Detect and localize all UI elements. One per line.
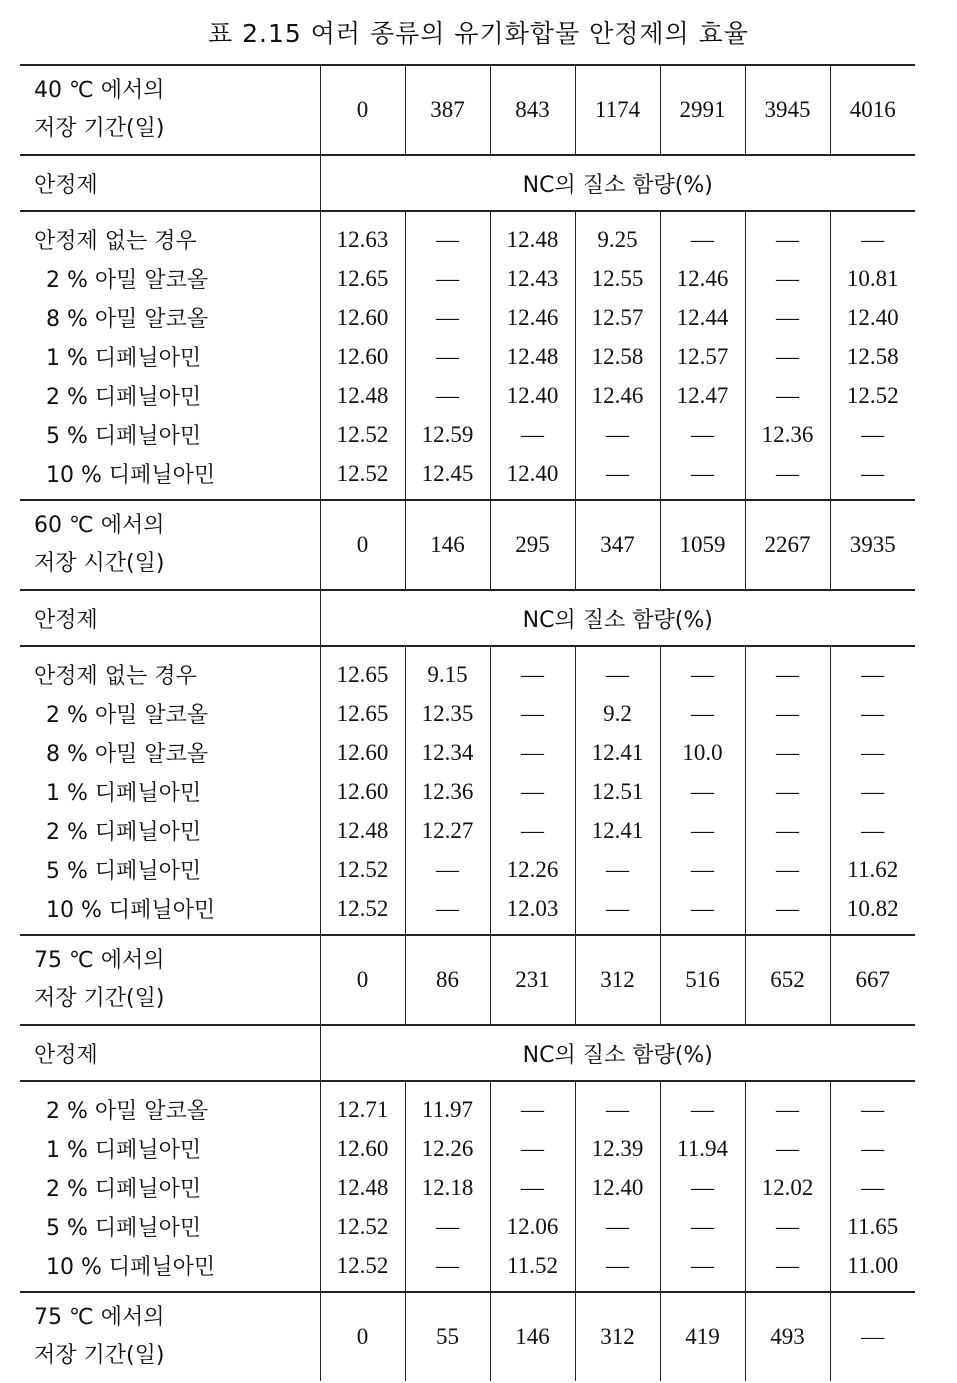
nitrogen-value-cell: —	[830, 1081, 915, 1129]
table-row	[20, 298, 915, 337]
nitrogen-value-cell: 9.25	[575, 211, 660, 259]
storage-period-label	[20, 935, 320, 1025]
period-value-cell: 3945	[745, 65, 830, 155]
nitrogen-value-cell: —	[405, 259, 490, 298]
period-value-cell: 0	[320, 935, 405, 1025]
period-value-cell: 387	[405, 65, 490, 155]
nitrogen-value-cell: 12.36	[745, 415, 830, 454]
nitrogen-value-cell: 12.63	[320, 211, 405, 259]
table-row	[20, 646, 915, 694]
nitrogen-value-cell: —	[830, 694, 915, 733]
table-row	[20, 1168, 915, 1207]
period-value-cell: 1174	[575, 65, 660, 155]
nitrogen-value-cell: 9.2	[575, 694, 660, 733]
storage-temperature-label: 75 ℃ 에서의	[34, 1305, 165, 1330]
stabilizer-name: 8 % 아밀 알코올	[46, 307, 209, 332]
table-row	[20, 694, 915, 733]
nitrogen-value-cell: —	[660, 850, 745, 889]
table-row	[20, 811, 915, 850]
stabilizer-header-row	[20, 155, 915, 211]
nitrogen-value-cell: 12.52	[320, 1246, 405, 1292]
nitrogen-value-cell: 12.39	[575, 1129, 660, 1168]
nitrogen-value-cell: —	[745, 694, 830, 733]
nitrogen-value-cell: 12.52	[320, 454, 405, 500]
nitrogen-value-cell: —	[405, 850, 490, 889]
stabilizer-name: 2 % 디페닐아민	[46, 1177, 202, 1202]
nitrogen-value-cell: —	[490, 772, 575, 811]
nitrogen-value-cell: —	[575, 415, 660, 454]
nitrogen-value-cell: —	[575, 1207, 660, 1246]
nitrogen-value-cell: —	[830, 415, 915, 454]
nitrogen-value-cell: —	[405, 1207, 490, 1246]
stabilizer-name: 10 % 디페닐아민	[46, 1255, 216, 1280]
nitrogen-value-cell: —	[405, 337, 490, 376]
nitrogen-value-cell: —	[575, 850, 660, 889]
nitrogen-value-cell: 12.27	[405, 811, 490, 850]
nitrogen-value-cell: 12.40	[575, 1168, 660, 1207]
nitrogen-value-cell: 12.59	[405, 415, 490, 454]
nitrogen-value-cell: —	[745, 646, 830, 694]
nitrogen-value-cell: —	[745, 337, 830, 376]
nitrogen-value-cell: 12.60	[320, 298, 405, 337]
nitrogen-value-cell: 11.52	[490, 1246, 575, 1292]
nitrogen-value-cell: 10.82	[830, 889, 915, 935]
period-value-cell: 667	[830, 935, 915, 1025]
stabilizer-name: 1 % 디페닐아민	[46, 346, 202, 371]
nitrogen-value-cell: 12.36	[405, 772, 490, 811]
nitrogen-value-cell: —	[490, 646, 575, 694]
nitrogen-value-cell: 12.52	[320, 1207, 405, 1246]
nitrogen-value-cell: —	[745, 259, 830, 298]
nitrogen-value-cell: —	[660, 1168, 745, 1207]
nitrogen-value-cell: —	[660, 211, 745, 259]
table-row	[20, 337, 915, 376]
table-row	[20, 259, 915, 298]
stabilizer-name: 2 % 아밀 알코올	[20, 1081, 320, 1129]
nitrogen-value-cell: 12.03	[490, 889, 575, 935]
nitrogen-value-cell: —	[745, 454, 830, 500]
storage-duration-label: 저장 기간(일)	[34, 1343, 165, 1368]
nitrogen-value-cell: 11.00	[830, 1246, 915, 1292]
table-row	[20, 1081, 915, 1129]
nitrogen-value-cell: 12.41	[575, 811, 660, 850]
nitrogen-value-cell: 12.52	[830, 376, 915, 415]
table-row	[20, 889, 915, 935]
stabilizer-name: 10 % 디페닐아민	[46, 463, 216, 488]
nitrogen-value-cell: —	[660, 889, 745, 935]
period-value-cell: 295	[490, 500, 575, 590]
nitrogen-value-cell: —	[575, 1081, 660, 1129]
nitrogen-value-cell: 12.48	[490, 211, 575, 259]
table-row	[20, 376, 915, 415]
storage-duration-label: 저장 기간(일)	[34, 116, 165, 141]
nitrogen-value-cell: —	[660, 415, 745, 454]
nitrogen-value-cell: 11.62	[830, 850, 915, 889]
table-row	[20, 772, 915, 811]
nitrogen-value-cell: 10.0	[660, 733, 745, 772]
period-value-cell: 0	[320, 500, 405, 590]
nitrogen-value-cell: —	[830, 733, 915, 772]
period-value-cell: 55	[405, 1292, 490, 1381]
storage-temperature-label: 60 ℃ 에서의	[34, 513, 165, 538]
nitrogen-value-cell: —	[745, 1207, 830, 1246]
nitrogen-value-cell: —	[745, 850, 830, 889]
nitrogen-value-cell: 12.48	[320, 1168, 405, 1207]
stabilizer-column-label: 안정제	[20, 590, 320, 646]
period-value-cell: 4016	[830, 65, 915, 155]
nitrogen-value-cell: —	[490, 811, 575, 850]
nitrogen-value-cell: —	[830, 1168, 915, 1207]
nitrogen-value-cell: 12.52	[320, 889, 405, 935]
table-row	[20, 1129, 915, 1168]
storage-duration-label: 저장 시간(일)	[34, 551, 165, 576]
stabilizer-name: 2 % 아밀 알코올	[46, 703, 209, 728]
nitrogen-value-cell: 12.52	[320, 850, 405, 889]
nitrogen-value-cell: 12.65	[320, 694, 405, 733]
stabilizer-name: 2 % 디페닐아민	[46, 820, 202, 845]
table-row	[20, 733, 915, 772]
nitrogen-value-cell: —	[490, 415, 575, 454]
nitrogen-value-cell: —	[660, 694, 745, 733]
nitrogen-value-cell: 12.46	[575, 376, 660, 415]
period-value-cell: 3935	[830, 500, 915, 590]
nitrogen-value-cell: —	[405, 211, 490, 259]
table-row	[20, 415, 915, 454]
storage-period-row	[20, 1292, 915, 1381]
table-row	[20, 454, 915, 500]
nitrogen-value-cell: —	[490, 694, 575, 733]
nitrogen-value-cell: —	[405, 1246, 490, 1292]
stabilizer-name: 2 % 아밀 알코올	[46, 268, 209, 293]
period-value-cell: 312	[575, 935, 660, 1025]
period-value-cell: 493	[745, 1292, 830, 1381]
nitrogen-value-cell: 12.47	[660, 376, 745, 415]
nitrogen-value-cell: —	[490, 1081, 575, 1129]
nitrogen-value-cell: —	[490, 1168, 575, 1207]
nitrogen-value-cell: 12.60	[320, 733, 405, 772]
nitrogen-value-cell: 11.65	[830, 1207, 915, 1246]
storage-period-label	[20, 65, 320, 155]
stabilizer-name: 안정제 없는 경우	[20, 211, 320, 259]
nitrogen-content-header: NC의 질소 함량(%)	[320, 1025, 915, 1081]
storage-period-label	[20, 1292, 320, 1381]
nitrogen-value-cell: 12.51	[575, 772, 660, 811]
table-row	[20, 211, 915, 259]
nitrogen-value-cell: —	[745, 889, 830, 935]
nitrogen-value-cell: —	[830, 772, 915, 811]
nitrogen-content-header: NC의 질소 함량(%)	[320, 590, 915, 646]
storage-period-row	[20, 65, 915, 155]
period-value-cell: 231	[490, 935, 575, 1025]
stabilizer-name: 1 % 디페닐아민	[46, 1138, 202, 1163]
period-value-cell: 347	[575, 500, 660, 590]
nitrogen-value-cell: 12.46	[490, 298, 575, 337]
stabilizer-efficiency-table	[20, 64, 915, 1381]
nitrogen-value-cell: 12.60	[320, 337, 405, 376]
nitrogen-value-cell: 12.40	[490, 376, 575, 415]
period-value-cell: 312	[575, 1292, 660, 1381]
stabilizer-column-label: 안정제	[20, 155, 320, 211]
nitrogen-value-cell: —	[830, 1129, 915, 1168]
nitrogen-value-cell: 12.58	[575, 337, 660, 376]
nitrogen-value-cell: —	[575, 646, 660, 694]
nitrogen-value-cell: —	[830, 646, 915, 694]
stabilizer-name: 5 % 디페닐아민	[46, 424, 202, 449]
nitrogen-value-cell: 12.60	[320, 772, 405, 811]
nitrogen-value-cell: 12.45	[405, 454, 490, 500]
nitrogen-value-cell: 12.46	[660, 259, 745, 298]
stabilizer-name: 5 % 디페닐아민	[46, 859, 202, 884]
table-caption: 표 2.15 여러 종류의 유기화합물 안정제의 효율	[208, 19, 749, 48]
nitrogen-value-cell: 12.55	[575, 259, 660, 298]
storage-period-label	[20, 500, 320, 590]
nitrogen-value-cell: 12.41	[575, 733, 660, 772]
nitrogen-value-cell: 12.40	[490, 454, 575, 500]
nitrogen-value-cell: —	[745, 211, 830, 259]
nitrogen-value-cell: —	[575, 454, 660, 500]
nitrogen-value-cell: —	[745, 1246, 830, 1292]
nitrogen-value-cell: —	[745, 1081, 830, 1129]
nitrogen-value-cell: —	[745, 376, 830, 415]
nitrogen-value-cell: 12.26	[490, 850, 575, 889]
nitrogen-value-cell: 12.65	[320, 646, 405, 694]
table-body	[20, 65, 915, 1381]
nitrogen-value-cell: —	[660, 1081, 745, 1129]
nitrogen-value-cell: 12.58	[830, 337, 915, 376]
table-row	[20, 850, 915, 889]
storage-temperature-label: 75 ℃ 에서의	[34, 948, 165, 973]
nitrogen-value-cell: 12.52	[320, 415, 405, 454]
period-value-cell: 0	[320, 65, 405, 155]
nitrogen-value-cell: 10.81	[830, 259, 915, 298]
period-value-cell: 516	[660, 935, 745, 1025]
nitrogen-value-cell: 12.48	[320, 376, 405, 415]
nitrogen-value-cell: —	[490, 1129, 575, 1168]
nitrogen-value-cell: 12.65	[320, 259, 405, 298]
nitrogen-value-cell: 11.94	[660, 1129, 745, 1168]
nitrogen-value-cell: 12.57	[660, 337, 745, 376]
nitrogen-value-cell: 11.97	[405, 1081, 490, 1129]
storage-duration-label: 저장 기간(일)	[34, 986, 165, 1011]
stabilizer-name: 10 % 디페닐아민	[46, 898, 216, 923]
nitrogen-value-cell: 12.34	[405, 733, 490, 772]
nitrogen-value-cell: —	[745, 298, 830, 337]
stabilizer-name: 1 % 디페닐아민	[46, 781, 202, 806]
nitrogen-content-header: NC의 질소 함량(%)	[320, 155, 915, 211]
period-value-cell: 86	[405, 935, 490, 1025]
nitrogen-value-cell: —	[745, 772, 830, 811]
period-value-cell: 146	[405, 500, 490, 590]
nitrogen-value-cell: —	[660, 646, 745, 694]
stabilizer-name: 안정제 없는 경우	[20, 646, 320, 694]
nitrogen-value-cell: 9.15	[405, 646, 490, 694]
stabilizer-header-row	[20, 590, 915, 646]
nitrogen-value-cell: —	[660, 811, 745, 850]
nitrogen-value-cell: —	[830, 811, 915, 850]
stabilizer-name: 2 % 디페닐아민	[46, 385, 202, 410]
period-value-cell: 652	[745, 935, 830, 1025]
nitrogen-value-cell: —	[660, 772, 745, 811]
nitrogen-value-cell: 12.60	[320, 1129, 405, 1168]
nitrogen-value-cell: —	[405, 376, 490, 415]
storage-period-row	[20, 935, 915, 1025]
nitrogen-value-cell: —	[405, 889, 490, 935]
nitrogen-value-cell: —	[575, 1246, 660, 1292]
nitrogen-value-cell: —	[830, 211, 915, 259]
nitrogen-value-cell: 12.43	[490, 259, 575, 298]
stabilizer-name: 5 % 디페닐아민	[46, 1216, 202, 1241]
nitrogen-value-cell: 12.18	[405, 1168, 490, 1207]
nitrogen-value-cell: —	[405, 298, 490, 337]
table-row	[20, 1207, 915, 1246]
period-value-cell: —	[830, 1292, 915, 1381]
nitrogen-value-cell: 12.35	[405, 694, 490, 733]
nitrogen-value-cell: —	[660, 1246, 745, 1292]
nitrogen-value-cell: 12.48	[320, 811, 405, 850]
nitrogen-value-cell: 12.44	[660, 298, 745, 337]
nitrogen-value-cell: 12.40	[830, 298, 915, 337]
nitrogen-value-cell: —	[745, 1129, 830, 1168]
nitrogen-value-cell: —	[660, 454, 745, 500]
period-value-cell: 2267	[745, 500, 830, 590]
nitrogen-value-cell: —	[830, 454, 915, 500]
nitrogen-value-cell: —	[745, 733, 830, 772]
period-value-cell: 1059	[660, 500, 745, 590]
nitrogen-value-cell: —	[660, 1207, 745, 1246]
period-value-cell: 419	[660, 1292, 745, 1381]
nitrogen-value-cell: 12.26	[405, 1129, 490, 1168]
storage-temperature-label: 40 ℃ 에서의	[34, 78, 165, 103]
period-value-cell: 2991	[660, 65, 745, 155]
nitrogen-value-cell: —	[490, 733, 575, 772]
stabilizer-column-label: 안정제	[20, 1025, 320, 1081]
nitrogen-value-cell: —	[575, 889, 660, 935]
nitrogen-value-cell: 12.71	[320, 1081, 405, 1129]
nitrogen-value-cell: 12.48	[490, 337, 575, 376]
nitrogen-value-cell: 12.02	[745, 1168, 830, 1207]
period-value-cell: 0	[320, 1292, 405, 1381]
nitrogen-value-cell: —	[745, 811, 830, 850]
period-value-cell: 146	[490, 1292, 575, 1381]
stabilizer-header-row	[20, 1025, 915, 1081]
period-value-cell: 843	[490, 65, 575, 155]
nitrogen-value-cell: 12.06	[490, 1207, 575, 1246]
stabilizer-name: 8 % 아밀 알코올	[46, 742, 209, 767]
table-row	[20, 1246, 915, 1292]
nitrogen-value-cell: 12.57	[575, 298, 660, 337]
storage-period-row	[20, 500, 915, 590]
